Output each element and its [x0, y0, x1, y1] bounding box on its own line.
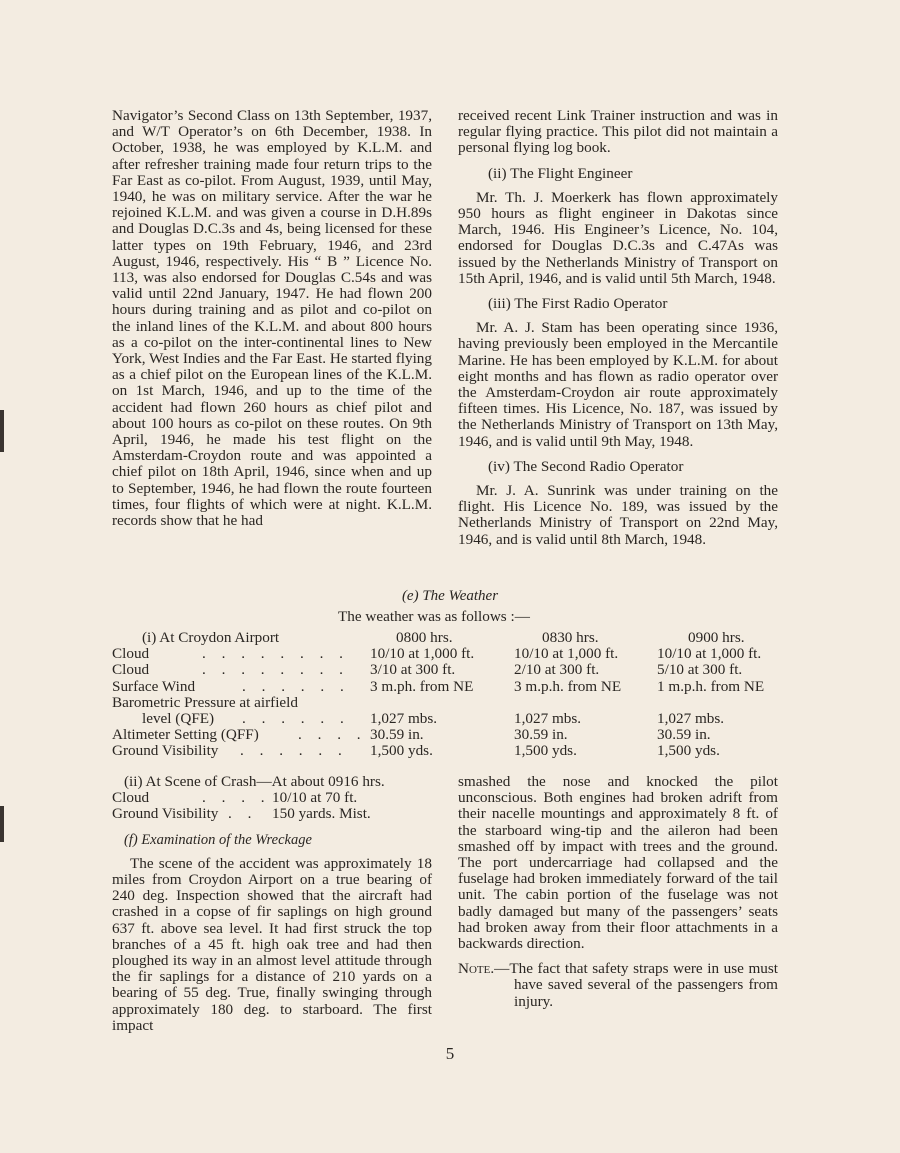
weather-value-0800: 3 m.ph. from NE: [370, 677, 474, 695]
second-radio-operator-heading: (iv) The Second Radio Operator: [488, 457, 684, 475]
crash-scene-heading: (ii) At Scene of Crash—At about 0916 hrs.: [124, 773, 385, 790]
weather-value-0900: 5/10 at 300 ft.: [657, 661, 743, 679]
impact-paragraph: smashed the nose and knocked the pilot unconscious. Both engines had broken adrift from their nacelle mountings and approximately 8 ft. of the starboard wing-tip and the aileron had been smashed off by impact with trees and the ground. The port undercarriage had collapsed and the fuselage had broken immediately forward of the tail unit. The cabin portion of the fuselage was not badly damaged but many of the passengers’ seats had broken away from their floor attachments in a backwards direction.: [458, 773, 778, 953]
wreckage-section-title: Examination of the Wreckage: [141, 831, 312, 848]
weather-value-0830: 1,500 yds.: [514, 742, 577, 760]
flight-engineer-heading: (ii) The Flight Engineer: [488, 164, 633, 182]
weather-row-dots: . . . . . .: [240, 742, 348, 760]
weather-value-0800: 30.59 in.: [370, 726, 424, 744]
crash-row-dots: . .: [228, 805, 258, 823]
weather-row: [112, 711, 792, 727]
crash-row-label: Cloud: [112, 789, 150, 807]
page-number: 5: [445, 1044, 455, 1063]
weather-row: [112, 743, 792, 759]
left-column-top: [112, 108, 432, 529]
left-column-bottom: [112, 774, 432, 1034]
weather-value-0830: 3 m.p.h. from NE: [514, 677, 622, 695]
note-text: —The fact that safety straps were in use must have saved several of the passengers from injury.: [494, 960, 778, 1010]
weather-value-0830: 30.59 in.: [514, 726, 568, 744]
weather-row-label: level (QFE): [142, 709, 215, 727]
weather-row: [112, 727, 792, 743]
right-column-bottom: [458, 774, 778, 1010]
weather-value-0800: 10/10 at 1,000 ft.: [370, 645, 475, 663]
wreckage-section-letter: (f): [124, 831, 138, 848]
pilot-training-paragraph: received recent Link Trainer instruction and was in regular flying practice. This pilot did not maintain a personal flying log book.: [458, 107, 778, 157]
time-header: 0800 hrs.: [396, 629, 453, 646]
crash-row-label: Ground Visibility: [112, 805, 219, 823]
weather-table: [112, 630, 792, 760]
second-radio-operator-paragraph: Mr. J. A. Sunrink was under training on the flight. His Licence No. 189, was issued by the Netherlands Ministry of Transport on 22nd May, 1946, and is valid until 8th March, 1948.: [458, 482, 778, 548]
airport-label: (i) At Croydon Airport: [142, 629, 280, 646]
right-column-top: [458, 108, 778, 548]
pilot-history-paragraph: Navigator’s Second Class on 13th September, 1937, and W/T Operator’s on 6th December, 1938. In October, 1938, he was employed by K.L.M. and after refresher training made four return trips to the Far East as co-pilot. From August, 1939, until May, 1940, he was on military service. After the war he rejoined K.L.M. and was given a course in D.H.89s and Douglas D.C.3s and 4s, being licensed for these latter types on 19th February, 1946, and 23rd August, 1946, respectively. His “ B ” Licence No. 113, was also endorsed for Douglas C.54s and was valid until 22nd January, 1947. He had flown 200 hours during training and as pilot and co-pilot on the inland lines of the K.L.M. and about 800 hours as a co-pilot on the inter-continental lines to New York, West Indies and the Far East. He started flying as a chief pilot on the European lines of the K.L.M. on 1st March, 1946, and up to the time of the accident had flown 260 hours as chief pilot and about 100 hours as co-pilot on these routes. On 9th April, 1946, he made his test flight on the Amsterdam-Croydon route and was appointed a chief pilot on 18th April, 1946, since when and up to September, 1946, he had flown the route fourteen times, four flights of which were at night. K.L.M. records show that he had: [112, 107, 432, 530]
weather-value-0830: 10/10 at 1,000 ft.: [514, 645, 619, 663]
note-label: Note.: [458, 960, 495, 978]
weather-row-label: Altimeter Setting (QFF): [112, 726, 259, 744]
crash-row: [112, 790, 432, 806]
weather-value-0900: 1 m.p.h. from NE: [657, 677, 765, 695]
weather-row-label: Surface Wind: [112, 677, 196, 695]
weather-value-0900: 30.59 in.: [657, 726, 711, 744]
wreckage-heading: [112, 832, 432, 848]
crash-row-value: 10/10 at 70 ft.: [272, 789, 358, 807]
weather-row-label: Cloud: [112, 645, 150, 663]
weather-row-dots: . . . . . .: [242, 677, 350, 695]
time-header: 0830 hrs.: [542, 629, 599, 646]
weather-row-dots: . . . .: [298, 726, 367, 744]
weather-intro: The weather was as follows :—: [338, 608, 530, 625]
weather-row-dots: . . . . . . . .: [202, 645, 349, 663]
weather-value-0900: 1,027 mbs.: [657, 709, 725, 727]
weather-row-label: Barometric Pressure at airfield: [112, 693, 298, 711]
weather-row-dots: . . . . . .: [242, 709, 350, 727]
weather-row: [112, 646, 792, 662]
flight-engineer-paragraph: Mr. Th. J. Moerkerk has flown approximately 950 hours as flight engineer in Dakotas since March, 1946. His Engineer’s Licence, No. 104, endorsed for Douglas D.C.3s and C.47As was issued by the Netherlands Ministry of Transport on 15th April, 1946, and is valid until 5th March, 1948.: [458, 188, 778, 287]
weather-value-0830: 2/10 at 300 ft.: [514, 661, 600, 679]
time-header: 0900 hrs.: [688, 629, 745, 646]
crash-row: [112, 806, 432, 822]
safety-note: [458, 961, 778, 1010]
crash-row-value: 150 yards. Mist.: [272, 805, 371, 823]
weather-section-heading: [300, 588, 600, 605]
weather-row: [112, 679, 792, 695]
weather-row: [112, 662, 792, 678]
wreckage-paragraph: The scene of the accident was approximately 18 miles from Croydon Airport on a true bearing of 240 deg. Inspection showed that the aircraft had crashed in a copse of fir saplings on high ground 637 ft. above sea level. It had first struck the top branches of a 45 ft. high oak tree and had then ploughed its way in an almost level attitude through the fir saplings for a distance of 210 yards on a bearing of 55 deg. True, finally swinging through approximately 180 deg. to starboard. The first impact: [112, 854, 432, 1034]
weather-value-0800: 3/10 at 300 ft.: [370, 661, 456, 679]
weather-row-label: Cloud: [112, 661, 150, 679]
weather-header-row: [112, 630, 792, 646]
weather-value-0800: 1,500 yds.: [370, 742, 433, 760]
binder-mark-bottom: [0, 806, 4, 842]
binder-mark-top: [0, 410, 4, 452]
first-radio-operator-paragraph: Mr. A. J. Stam has been operating since 1936, having previously been employed in the Mercantile Marine. He has been employed by K.L.M. for about eight months and has flown as radio operator over the Amsterdam-Croydon air route approximately fifteen times. His Licence, No. 187, was issued by the Netherlands Ministry of Transport on 13th May, 1946, and is valid until 9th May, 1948.: [458, 319, 778, 450]
weather-section-title: The Weather: [422, 588, 499, 604]
weather-value-0900: 1,500 yds.: [657, 742, 720, 760]
weather-section-letter: (e): [401, 588, 419, 604]
weather-row-label: Ground Visibility: [112, 742, 219, 760]
weather-row-dots: . . . . . . . .: [202, 661, 349, 679]
weather-row: [112, 695, 792, 711]
first-radio-operator-heading: (iii) The First Radio Operator: [488, 295, 668, 313]
crash-row-dots: . . . .: [202, 789, 271, 807]
weather-value-0830: 1,027 mbs.: [514, 709, 582, 727]
weather-value-0900: 10/10 at 1,000 ft.: [657, 645, 762, 663]
weather-value-0800: 1,027 mbs.: [370, 709, 438, 727]
